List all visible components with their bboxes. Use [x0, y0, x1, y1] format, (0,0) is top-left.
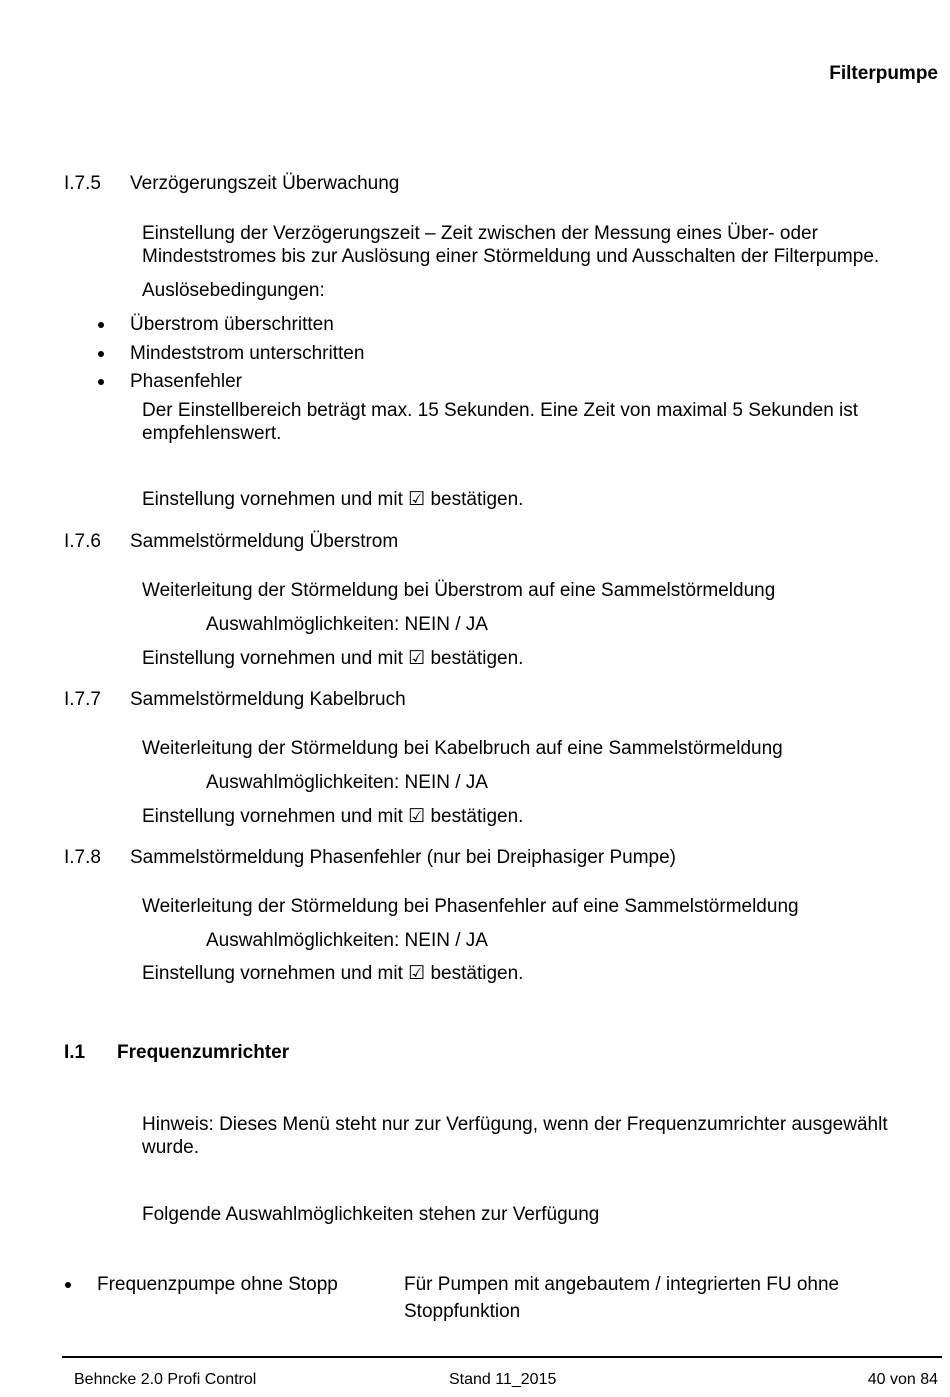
note-text: Hinweis: Dieses Menü steht nur zur Verfügung, wenn der Frequenzumrichter ausgewählt	[142, 1114, 888, 1135]
options-text: Auswahlmöglichkeiten: NEIN / JA	[206, 614, 488, 635]
description-text: Weiterleitung der Störmeldung bei Kabelbruch auf eine Sammelstörmeldung	[142, 738, 783, 759]
options-text: Auswahlmöglichkeiten: NEIN / JA	[206, 930, 488, 951]
footer-divider	[62, 1356, 942, 1358]
page-header-title: Filterpumpe	[829, 63, 938, 84]
section-number: I.7.7	[64, 689, 101, 710]
option-name: Frequenzpumpe ohne Stopp	[97, 1274, 338, 1295]
confirm-text: Einstellung vornehmen und mit ☑ bestätigen.	[142, 648, 524, 669]
section-number: I.1	[64, 1042, 86, 1063]
section-title: Sammelstörmeldung Überstrom	[130, 531, 399, 552]
footer-product: Behncke 2.0 Profi Control	[74, 1371, 257, 1388]
bullet-icon	[98, 379, 104, 385]
option-description: Für Pumpen mit angebautem / integrierten FU ohne	[404, 1274, 840, 1295]
section-title: Sammelstörmeldung Phasenfehler (nur bei Dreiphasiger Pumpe)	[130, 847, 676, 868]
range-text: empfehlenswert.	[142, 423, 282, 444]
option-description: Stoppfunktion	[404, 1301, 521, 1322]
list-item: Phasenfehler	[130, 371, 242, 392]
footer-page-number: 40 von 84	[867, 1371, 938, 1388]
section-number: I.7.6	[64, 531, 101, 552]
list-item: Mindeststrom unterschritten	[130, 343, 365, 364]
description-text: Einstellung der Verzögerungszeit – Zeit zwischen der Messung eines Über- oder	[142, 223, 818, 244]
bullet-icon	[65, 1282, 71, 1288]
bullet-icon	[98, 351, 104, 357]
range-text: Der Einstellbereich beträgt max. 15 Sekunden. Eine Zeit von maximal 5 Sekunden ist	[142, 400, 859, 421]
description-text: Weiterleitung der Störmeldung bei Überstrom auf eine Sammelstörmeldung	[142, 580, 776, 601]
section-title: Sammelstörmeldung Kabelbruch	[130, 689, 406, 710]
description-text: Mindeststromes bis zur Auslösung einer Störmeldung und Ausschalten der Filterpumpe.	[142, 246, 880, 267]
bullet-icon	[98, 322, 104, 328]
intro-text: Folgende Auswahlmöglichkeiten stehen zur Verfügung	[142, 1204, 600, 1225]
options-text: Auswahlmöglichkeiten: NEIN / JA	[206, 772, 488, 793]
confirm-text: Einstellung vornehmen und mit ☑ bestätigen.	[142, 489, 524, 510]
footer-version: Stand 11_2015	[449, 1371, 557, 1388]
description-text: Weiterleitung der Störmeldung bei Phasenfehler auf eine Sammelstörmeldung	[142, 896, 799, 917]
section-number: I.7.5	[64, 173, 101, 194]
section-number: I.7.8	[64, 847, 101, 868]
note-text: wurde.	[142, 1137, 200, 1158]
conditions-label: Auslösebedingungen:	[142, 280, 325, 301]
confirm-text: Einstellung vornehmen und mit ☑ bestätigen.	[142, 963, 524, 984]
section-title: Verzögerungszeit Überwachung	[130, 173, 400, 194]
confirm-text: Einstellung vornehmen und mit ☑ bestätigen.	[142, 806, 524, 827]
list-item: Überstrom überschritten	[130, 314, 334, 335]
section-title: Frequenzumrichter	[117, 1042, 290, 1063]
